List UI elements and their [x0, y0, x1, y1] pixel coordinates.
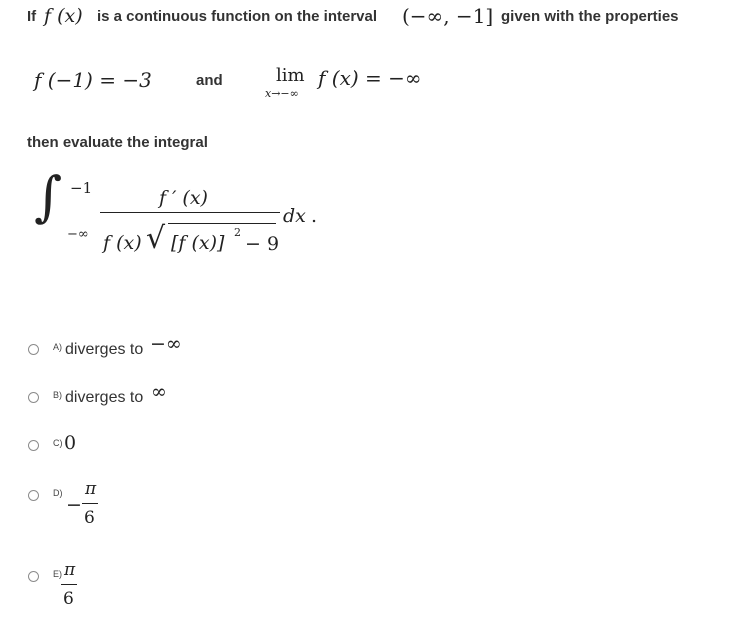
property-1: f (−1) = −3 [34, 68, 152, 92]
lim-word: lim [276, 65, 305, 86]
and-label: and [196, 72, 223, 89]
option-b-text: diverges to [65, 389, 144, 406]
option-e-numerator: π [64, 560, 76, 580]
option-e-fraction-bar [61, 584, 77, 585]
intro-fx: f (x) [44, 5, 83, 27]
integral-lower-limit: −∞ [67, 227, 89, 242]
minus-nine: − 9 [245, 233, 280, 255]
option-e-letter: E) [53, 569, 62, 579]
integrand-numerator: f ′ (x) [159, 187, 208, 209]
fraction-bar [100, 212, 280, 213]
option-a-math: −∞ [150, 333, 182, 355]
option-d-letter: D) [53, 488, 63, 498]
option-d-numerator: π [85, 479, 97, 499]
option-d-radio[interactable] [28, 490, 39, 501]
option-a-letter: A) [53, 342, 62, 352]
option-c-math: 0 [64, 432, 77, 454]
lim-subscript: x→−∞ [265, 87, 299, 100]
intro-prefix: If [27, 8, 37, 25]
option-c-letter: C) [53, 438, 63, 448]
option-e-radio[interactable] [28, 571, 39, 582]
period: . [311, 205, 318, 227]
dx: dx [283, 205, 306, 227]
evaluate-label: then evaluate the integral [27, 134, 208, 151]
sqrt-sign: √ [146, 221, 166, 256]
lim-expression: f (x) = −∞ [318, 66, 422, 90]
radicand-exponent: 2 [234, 226, 241, 239]
option-d-sign: − [66, 494, 82, 516]
integral-upper-limit: −1 [70, 179, 93, 197]
integral-sign: ∫ [34, 165, 63, 228]
option-a-radio[interactable] [28, 344, 39, 355]
option-b-radio[interactable] [28, 392, 39, 403]
option-c-radio[interactable] [28, 440, 39, 451]
option-e-denominator: 6 [63, 589, 74, 609]
intro-interval: (−∞, −1] [402, 4, 494, 28]
option-b-letter: B) [53, 390, 62, 400]
option-a-text: diverges to [65, 341, 144, 358]
denominator-fx: f (x) [103, 232, 142, 254]
intro-suffix: given with the properties [501, 8, 679, 25]
option-d-fraction-bar [82, 503, 98, 504]
option-d-denominator: 6 [84, 508, 95, 528]
option-b-math: ∞ [151, 381, 167, 403]
intro-middle: is a continuous function on the interval [97, 8, 378, 25]
radicand: [f (x)] [171, 232, 225, 254]
radical-bar [168, 223, 276, 224]
